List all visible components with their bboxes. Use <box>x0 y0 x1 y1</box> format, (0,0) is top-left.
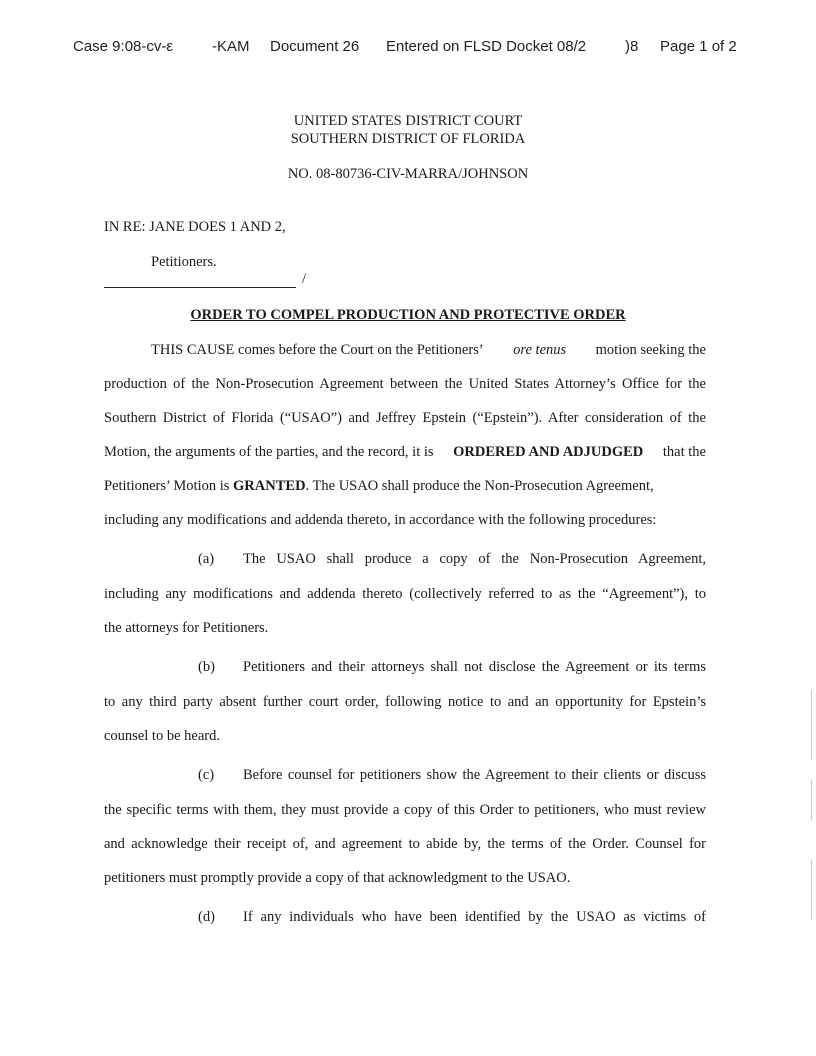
granted: GRANTED <box>233 478 306 494</box>
scan-margin-mark <box>811 780 812 820</box>
item-c-line2: the specific terms with them, they must provide a copy of this Order to petitioners, who must review <box>104 802 706 818</box>
item-a-line2: including any modifications and addenda thereto (collectively referred to as the “Agreement”), to <box>104 586 706 602</box>
item-c-line1: Before counsel for petitioners show the Agreement to their clients or discuss <box>243 767 706 783</box>
filing-header <box>0 38 816 58</box>
header-case: Case 9:08-cv-ε <box>73 38 174 55</box>
court-district: SOUTHERN DISTRICT OF FLORIDA <box>290 131 526 147</box>
item-b-line1: Petitioners and their attorneys shall not disclose the Agreement or its terms <box>243 659 706 675</box>
item-a-line1: The USAO shall produce a copy of the Non-Prosecution Agreement, <box>243 551 706 567</box>
item-c-line3: and acknowledge their receipt of, and agreement to abide by, the terms of the Order. Counsel for <box>104 836 706 852</box>
item-c-label: (c) <box>198 767 215 783</box>
item-d-label: (d) <box>198 909 215 925</box>
item-d-line1: If any individuals who have been identified by the USAO as victims of <box>243 909 706 925</box>
order-title: ORDER TO COMPEL PRODUCTION AND PROTECTIVE ORDER <box>190 307 626 323</box>
item-a-label: (a) <box>198 551 215 567</box>
ore-tenus: ore tenus <box>513 342 567 358</box>
header-page: Page 1 of 2 <box>660 38 737 55</box>
header-document: Document 26 <box>270 38 360 55</box>
item-c-line4: petitioners must promptly provide a copy of that acknowledgment to the USAO. <box>104 870 571 886</box>
header-kam: -KAM <box>212 38 250 55</box>
para1-line1: THIS CAUSE comes before the Court on the Petitioners’ ore tenus motion seeking the <box>151 342 706 358</box>
court-name: UNITED STATES DISTRICT COURT <box>293 113 523 129</box>
case-number: NO. 08-80736-CIV-MARRA/JOHNSON <box>287 166 529 182</box>
ordered-adjudged: ORDERED AND ADJUDGED <box>453 444 644 460</box>
item-b-line3: counsel to be heard. <box>104 728 220 744</box>
scan-margin-mark <box>811 690 812 760</box>
header-year-fragment: )8 <box>625 38 639 55</box>
caption-in-re: IN RE: JANE DOES 1 AND 2, <box>104 219 286 235</box>
scan-margin-mark <box>811 860 812 920</box>
para1-line3: Southern District of Florida (“USAO”) and Jeffrey Epstein (“Epstein”). After consideration of the <box>104 410 706 426</box>
para1-line2: production of the Non-Prosecution Agreement between the United States Attorney’s Office for the <box>104 376 706 392</box>
para1-line5: Petitioners’ Motion is GRANTED. The USAO shall produce the Non-Prosecution Agreement, <box>104 478 654 494</box>
item-b-line2: to any third party absent further court order, following notice to and an opportunity for Epstein’s <box>104 694 706 710</box>
item-a-line3: the attorneys for Petitioners. <box>104 620 269 636</box>
caption-party: Petitioners. <box>151 254 217 270</box>
caption-slash: / <box>302 271 307 287</box>
item-b-label: (b) <box>198 659 215 675</box>
para1-line6: including any modifications and addenda thereto, in accordance with the following procedures: <box>104 512 657 528</box>
header-entered: Entered on FLSD Docket 08/2 <box>386 38 587 55</box>
para1-line4: Motion, the arguments of the parties, and the record, it is ORDERED AND ADJUDGED that the <box>104 444 706 460</box>
caption-rule <box>104 287 296 288</box>
